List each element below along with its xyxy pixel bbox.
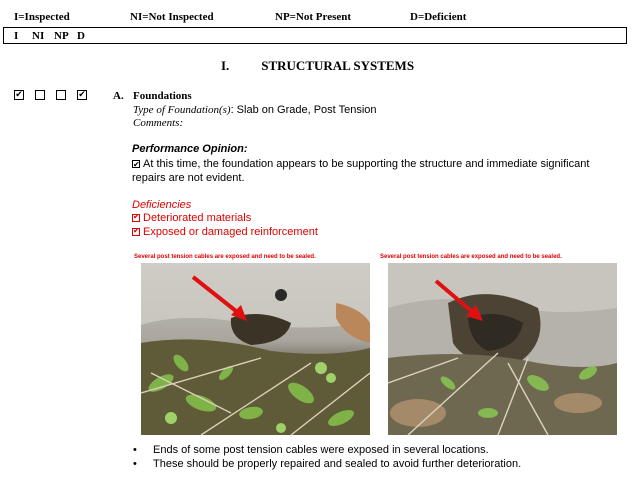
check-icon <box>132 214 140 222</box>
section-title <box>0 58 635 74</box>
performance-title: Performance Opinion: <box>132 143 248 155</box>
check-icon <box>132 160 140 168</box>
deficiencies-title: Deficiencies <box>132 199 192 211</box>
legend-not-inspected: NI=Not Inspected <box>130 11 214 23</box>
deficiency-item <box>132 226 318 238</box>
header-ni: NI <box>32 30 45 42</box>
foundation-type-label: Type of Foundation(s) <box>133 104 231 116</box>
check-icon <box>132 228 140 236</box>
section-number: I. <box>220 58 230 73</box>
bullet-icon: • <box>133 458 137 470</box>
note-text: These should be properly repaired and sealed to avoid further deterioration. <box>153 458 522 470</box>
photo-caption-left: Several post tension cables are exposed and need to be sealed. <box>134 254 316 260</box>
foundation-type-line <box>133 104 377 116</box>
header-d: D <box>77 30 85 42</box>
item-letter: A. <box>113 90 124 102</box>
comments-label: Comments: <box>133 117 184 129</box>
foundation-photo-right <box>388 263 617 435</box>
header-i: I <box>14 30 19 42</box>
performance-text <box>132 157 622 185</box>
item-title: Foundations <box>133 90 192 102</box>
legend-deficient: D=Deficient <box>410 11 467 23</box>
foundation-type-value: : Slab on Grade, Post Tension <box>230 104 377 116</box>
checkbox-deficient[interactable] <box>77 90 87 100</box>
deficiency-item <box>132 212 251 224</box>
section-heading: STRUCTURAL SYSTEMS <box>261 58 415 73</box>
note-item <box>133 458 521 470</box>
note-text: Ends of some post tension cables were exposed in several locations. <box>153 444 489 456</box>
checkbox-inspected[interactable] <box>14 90 24 100</box>
checkbox-not-present[interactable] <box>56 90 66 100</box>
legend-not-present: NP=Not Present <box>275 11 352 23</box>
legend-inspected: I=Inspected <box>14 11 70 23</box>
checkbox-not-inspected[interactable] <box>35 90 45 100</box>
note-item <box>133 444 489 456</box>
foundation-photo-left <box>141 263 370 435</box>
bullet-icon: • <box>133 444 137 456</box>
deficiency-label: Deteriorated materials <box>143 212 252 224</box>
performance-statement: At this time, the foundation appears to be supporting the structure and immediate significant repairs are not evident. <box>132 158 590 184</box>
header-np: NP <box>54 30 69 42</box>
photo-caption-right: Several post tension cables are exposed and need to be sealed. <box>380 254 562 260</box>
column-header-row <box>3 27 627 44</box>
deficiency-label: Exposed or damaged reinforcement <box>143 226 318 238</box>
